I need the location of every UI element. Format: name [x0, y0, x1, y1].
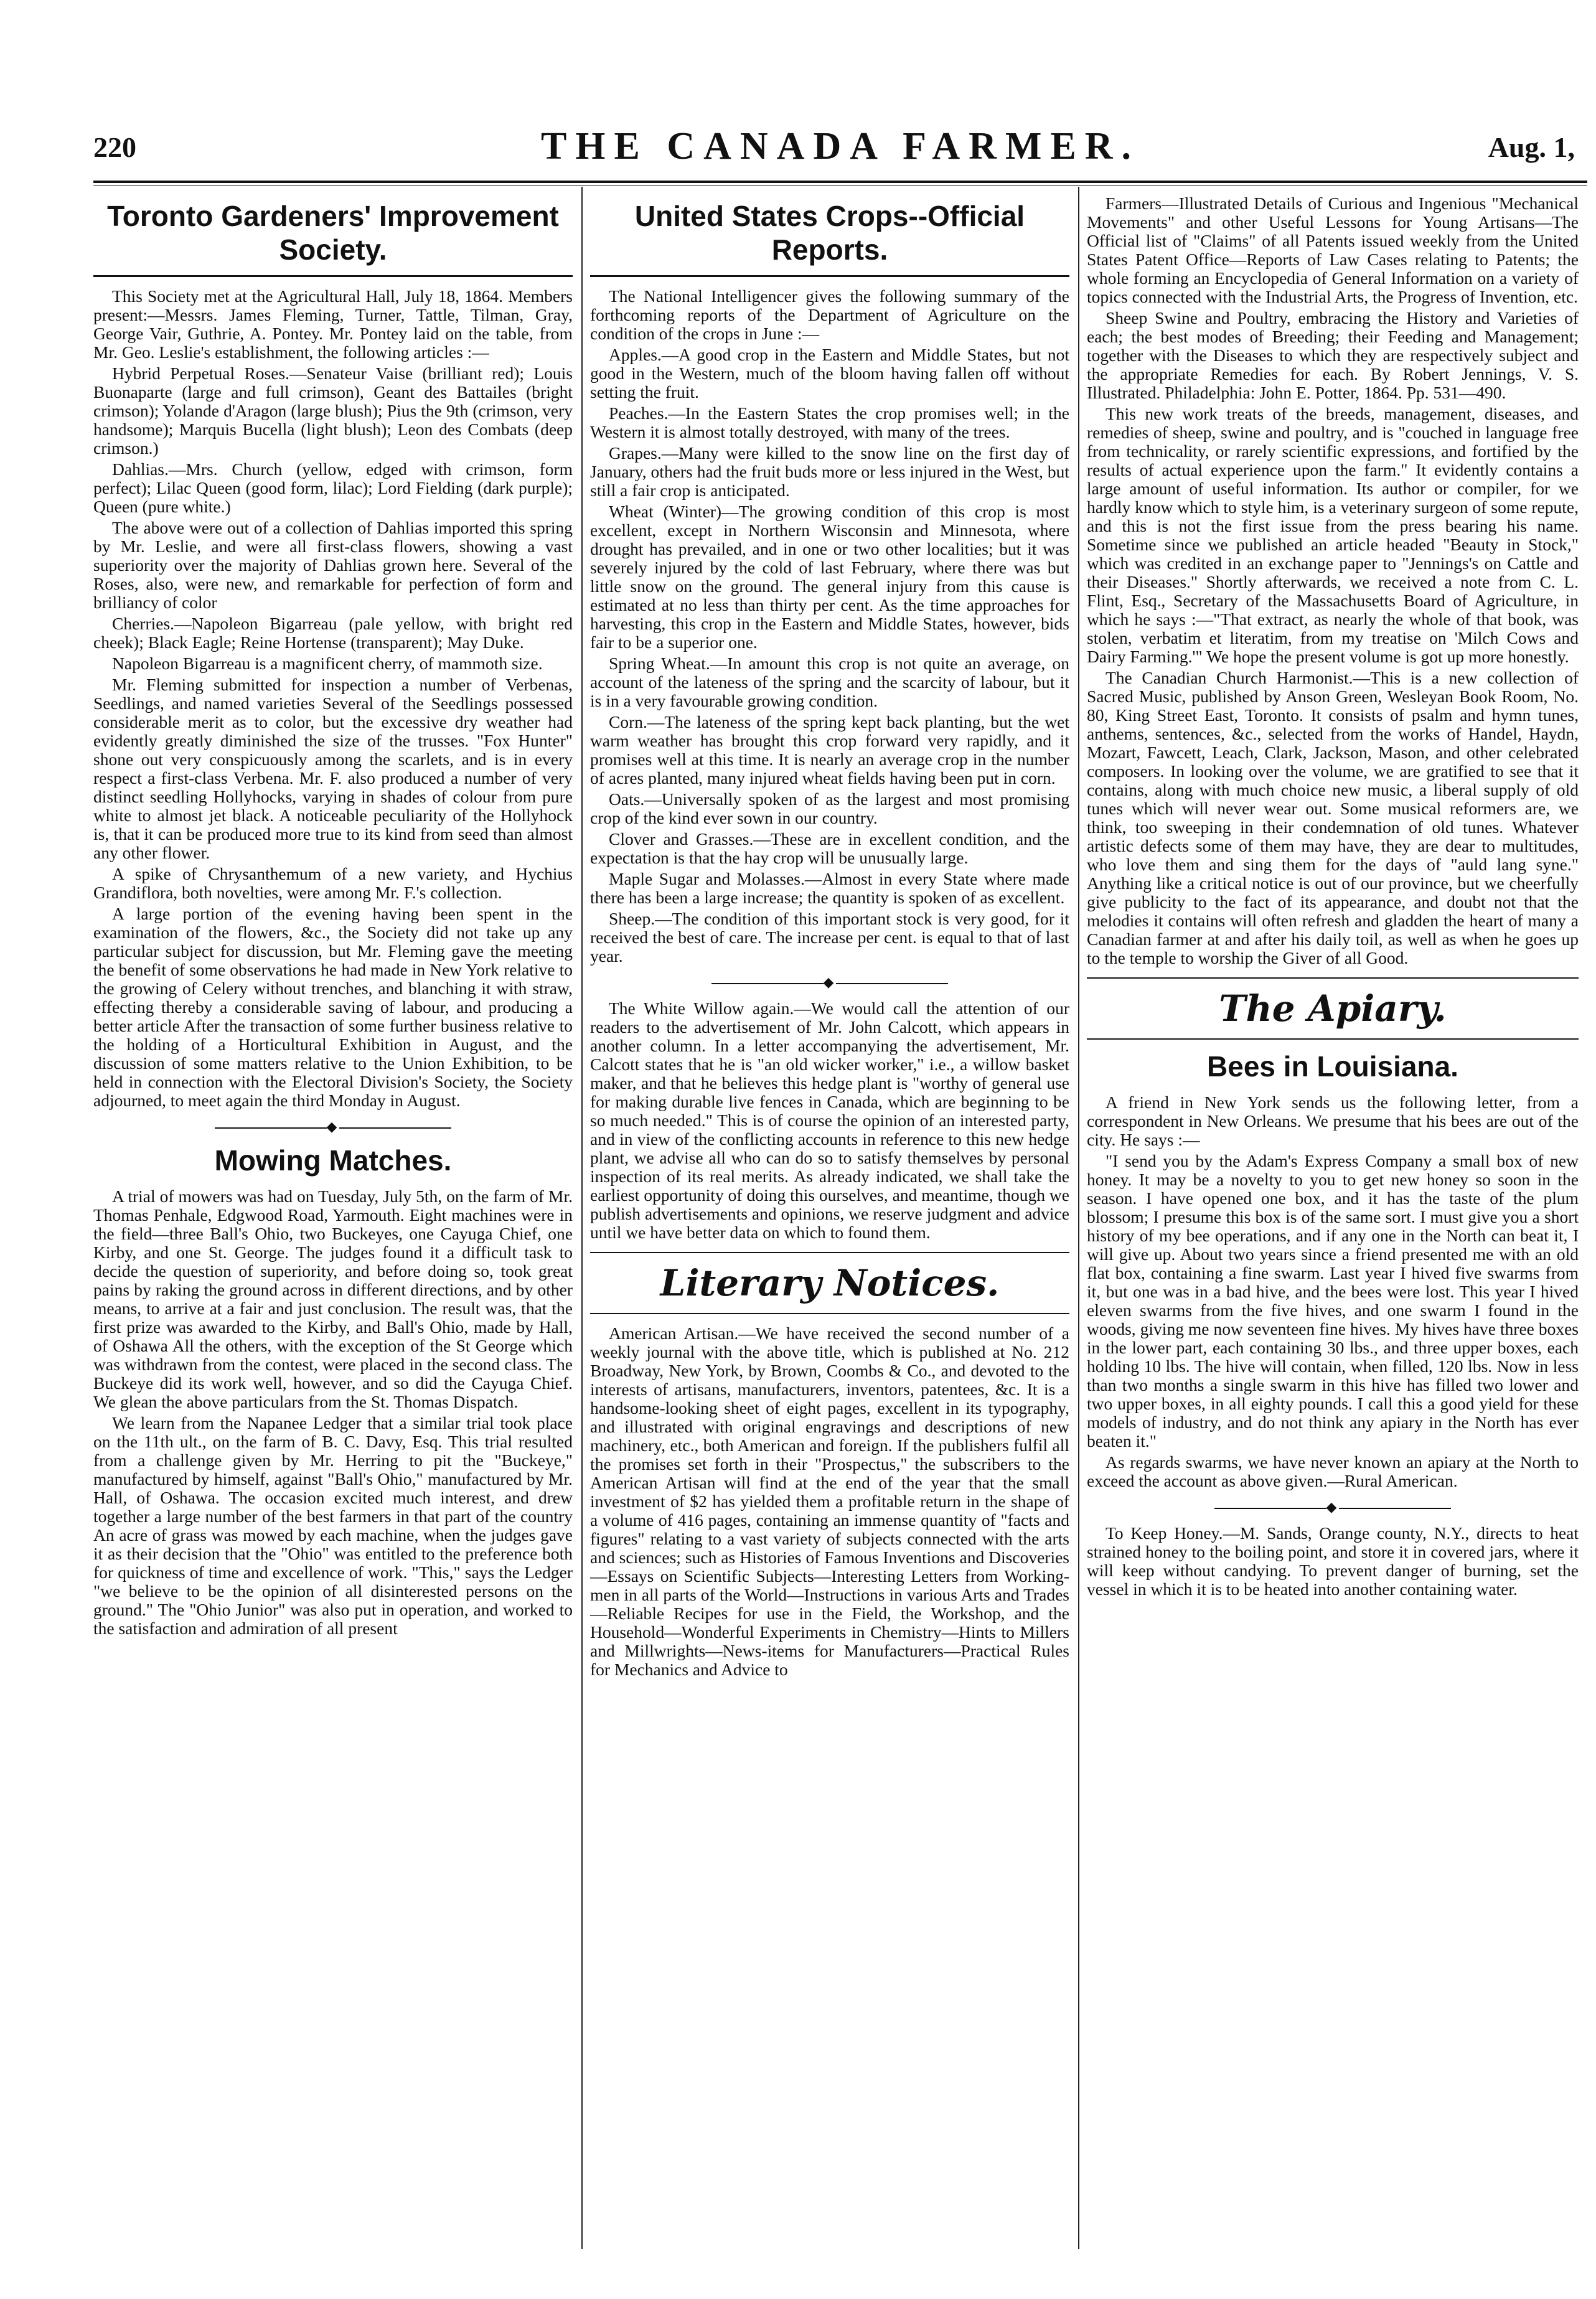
article-paragraph: Peaches.—In the Eastern States the crop promises well; in the Western it is almost totally destroyed, with many of the trees.: [590, 403, 1069, 441]
issue-date: Aug. 1,: [1488, 131, 1575, 163]
article-paragraph: The White Willow again.—We would call the attention of our readers to the advertisement of Mr. John Calcott, which appears in another column. In a letter accompanying the advertisement, Mr. Calcott states that he is "an old wicker worker," i.e., a willow basket maker, and that he believes this hedge plant is "worthy of general use for making durable live fences in Canada, which are beginning to be so much needed." This is of course the opinion of an interested party, and in view of the conflicting accounts in reference to this new hedge plant, we advise all who can do so to satisfy themselves by personal inspection of its real merits. As already indicated, we shall take the earliest opportunity of doing this ourselves, and meantime, though we publish advertisements and opinions, we reserve judgment and advice until we have better data on which to found them.: [590, 999, 1069, 1242]
article-paragraph: A trial of mowers was had on Tuesday, July 5th, on the farm of Mr. Thomas Penhale, Edgwood Road, Yarmouth. Eight machines were in the field—three Ball's Ohio, two Buckeyes, one Cayuga Chief, one Kirby, and one St. George. The judges found it a difficult task to decide the question of superiority, and before doing so, took great pains by raking the ground across in different directions, and by other means, to arrive at a fair and just conclusion. The result was, that the first prize was awarded to the Kirby, and Ball's Ohio, made by Hall, of Oshawa All the others, with the exception of the St George which was withdrawn from the contest, were placed in the second class. The Buckeye did its work well, however, and so did the Cayuga Chief. We glean the above particulars from the St. Thomas Dispatch.: [93, 1187, 573, 1411]
article-paragraph: Apples.—A good crop in the Eastern and Middle States, but not good in the Western, much of the bloom having fallen off without setting the fruit.: [590, 345, 1069, 402]
article-paragraph: The above were out of a collection of Dahlias imported this spring by Mr. Leslie, and were all first-class flowers, showing a vast superiority over the majority of Dahlias grown here. Several of the Roses, also, were new, and remarkable for perfection of form and brilliancy of color: [93, 518, 573, 612]
article-paragraph: "I send you by the Adam's Express Company a small box of new honey. It may be a novelty to you to get new honey so soon in the season. I have opened one box, and it has the taste of the plum blossom; I presume this box is of the same sort. I must give you a short history of my bee operations, and if any one in the North can beat it, I will give up. About two years since a friend presented me with an old flat box, containing a fine swarm. Last year I hived five swarms from it, but one was in a bad hive, and the bees were lost. This year I hived eleven swarms from the five hives, and one swarm I found in the woods, giving me now seventeen fine hives. My hives have three boxes in the lower part, each containing 30 lbs., and three upper boxes, each holding 10 lbs. The hive will contain, when filled, 120 lbs. Now in less than two months a single swarm in this hive has filled two lower and two upper boxes, in all eighty pounds. I call this a good yield for these models of industry, and do not think any apiary in the North has ever beaten it.": [1087, 1151, 1579, 1450]
article-paragraph: Spring Wheat.—In amount this crop is not quite an average, on account of the lateness of the spring and the scarcity of labour, but it is in a very favourable growing condition.: [590, 654, 1069, 710]
article-paragraph: American Artisan.—We have received the second number of a weekly journal with the above title, which is published at No. 212 Broadway, New York, by Brown, Coombs & Co., and devoted to the interests of artisans, manufacturers, inventors, patentees, &c. It is a handsome-looking sheet of eight pages, excellent in its typography, and illustrated with original engravings and descriptions of new machinery, etc., both American and foreign. If the publishers fulfil all the promises set forth in their "Prospectus," the subscribers to the American Artisan will find at the end of the year that the small investment of $2 has yielded them a profitable return in the shape of a volume of 416 pages, containing an immense quantity of "facts and figures" relating to a vast variety of subjects connected with the arts and sciences; such as Histories of Famous Inventions and Discoveries—Essays on Scientific Subjects—Interesting Letters from Working-men in all parts of the World—Instructions in various Arts and Trades—Reliable Recipes for use in the Field, the Workshop, and the Household—Wonderful Experiments in Chemistry—Hints to Millers and Millwrights—News-items for Manufacturers—Practical Rules for Mechanics and Advice to: [590, 1323, 1069, 1679]
column-divider: [1078, 187, 1079, 2249]
newspaper-title: THE CANADA FARMER.: [540, 125, 1140, 167]
column-3: [1087, 194, 1579, 2249]
article-paragraph: As regards swarms, we have never known an apiary at the North to exceed the account as above given.—Rural American.: [1087, 1452, 1579, 1490]
section-heading: The Apiary.: [1087, 977, 1579, 1040]
article-paragraph: Sheep Swine and Poultry, embracing the History and Varieties of each; the best modes of Breeding; their Feeding and Management; together with the Diseases to which they are respectively subject and the appropriate Remedies for each. By Robert Jennings, V. S. Illustrated. Philadelphia: John E. Potter, 1864. Pp. 531—490.: [1087, 308, 1579, 402]
article-paragraph: Farmers—Illustrated Details of Curious and Ingenious "Mechanical Movements" and other Useful Lessons for Young Artisans—The Official list of "Claims" of all Patents issued weekly from the United States Patent Office—Reports of Law Cases relating to Patents; the whole forming an Encyclopedia of General Information on a variety of topics connected with the Industrial Arts, the Progress of Invention, etc.: [1087, 194, 1579, 306]
article-paragraph: Dahlias.—Mrs. Church (yellow, edged with crimson, form perfect); Lilac Queen (good form, lilac); Lord Fielding (dark purple); Queen (pure white.): [93, 459, 573, 516]
article-title: United States Crops--Official Reports.: [590, 199, 1069, 277]
article-paragraph: We learn from the Napanee Ledger that a similar trial took place on the 11th ult., on the farm of B. C. Davy, Esq. This trial resulted from a challenge given by Mr. Herring to pit the "Buckeye," manufactured by himself, against "Ball's Ohio," manufactured by Mr. Hall, of Oshawa. The occasion excited much interest, and drew together a large number of the best farmers in that part of the country An acre of grass was mowed by each machine, when the judges gave it as their decision that the "Ohio" was entitled to the preference both for quickness of time and excellence of work. "This," says the Ledger "we believe to be the opinion of all disinterested persons on the ground." The "Ohio Junior" was also put in operation, and worked to the satisfaction and admiration of all present: [93, 1413, 573, 1638]
column-divider: [581, 187, 583, 2249]
article-paragraph: This Society met at the Agricultural Hall, July 18, 1864. Members present:—Messrs. James Fleming, Turner, Tattle, Tilman, Gray, George Vair, Guthrie, A. Pontey. Mr. Pontey laid on the table, from Mr. Geo. Leslie's establishment, the following articles :—: [93, 286, 573, 362]
section-heading: Literary Notices.: [590, 1252, 1069, 1314]
section-divider: ◆: [1087, 1499, 1579, 1515]
article-paragraph: Maple Sugar and Molasses.—Almost in every State where made there has been a large increase; the quantity is spoken of as excellent.: [590, 869, 1069, 907]
article-paragraph: To Keep Honey.—M. Sands, Orange county, N.Y., directs to heat strained honey to the boiling point, and store it in covered jars, where it will keep without candying. To prevent danger of burning, set the vessel in which it is to be heated into another containing water.: [1087, 1523, 1579, 1599]
section-divider: ◆: [93, 1119, 573, 1135]
article-paragraph: A large portion of the evening having been spent in the examination of the flowers, &c., the Society did not take up any particular subject for discussion, but Mr. Fleming gave the meeting the benefit of some observations he had made in New York relative to the growing of Celery without trenches, and blanching it with straw, effecting thereby a considerable saving of labour, and producing a better article After the transaction of some further business relative to the holding of a Horticultural Exhibition in August, and the discussion of some matters relative to the Union Exhibition, to be held in connection with the Electoral Division's Society, the Society adjourned, to meet again the third Monday in August.: [93, 904, 573, 1110]
article-title: Mowing Matches.: [214, 1144, 452, 1177]
masthead-rule: [93, 181, 1587, 183]
article-paragraph: Grapes.—Many were killed to the snow line on the first day of January, others had the fruit buds more or less injured in the West, but still a fair crop is anticipated.: [590, 443, 1069, 500]
article-paragraph: A friend in New York sends us the following letter, from a correspondent in New Orleans. We presume that his bees are out of the city. He says :—: [1087, 1093, 1579, 1149]
article-title: Bees in Louisiana.: [1207, 1050, 1458, 1083]
article-paragraph: Sheep.—The condition of this important stock is very good, for it received the best of care. The increase per cent. is equal to that of last year.: [590, 909, 1069, 966]
article-paragraph: Wheat (Winter)—The growing condition of this crop is most excellent, except in Northern Wisconsin and Minnesota, where drought has prevailed, and in one or two other localities; but it was severely injured by the cold of last February, where there was but little snow on the ground. The general injury from this cause is estimated at no less than thirty per cent. As the time approaches for harvesting, this crop in the Eastern and Middle States, however, bids fair to be a superior one.: [590, 502, 1069, 652]
article-paragraph: The National Intelligencer gives the following summary of the forthcoming reports of the Department of Agriculture on the condition of the crops in June :—: [590, 286, 1069, 343]
masthead: [93, 125, 1587, 181]
article-paragraph: Oats.—Universally spoken of as the largest and most promising crop of the kind ever sown in our country.: [590, 789, 1069, 827]
article-paragraph: Napoleon Bigarreau is a magnificent cherry, of mammoth size.: [112, 654, 543, 673]
article-paragraph: Corn.—The lateness of the spring kept back planting, but the wet warm weather has brought this crop forward very rapidly, and it promises well at this time. It is nearly an average crop in the number of acres planted, many injured wheat fields having been put in corn.: [590, 712, 1069, 787]
article-title: Toronto Gardeners' Improvement Society.: [93, 199, 573, 277]
article-paragraph: Hybrid Perpetual Roses.—Senateur Vaise (brilliant red); Louis Buonaparte (large and full crimson), Geant des Battailes (bright crimson); Yolande d'Aragon (large blush); Pius the 9th (crimson, very handsome); Marquis Bucella (light blush); Leon des Combats (deep crimson.): [93, 364, 573, 458]
article-paragraph: Mr. Fleming submitted for inspection a number of Verbenas, Seedlings, and named varieties Several of the Seedlings possessed considerable merit as to color, but the excessive dry weather had evidently greatly diminished the size of the trusses. "Fox Hunter" shone out very conspicuously among the scarlets, and is in every respect a first-class Verbena. Mr. F. also produced a number of very distinct seedling Hollyhocks, varying in shades of colour from pure white to almost jet black. A noticeable peculiarity of the Hollyhock is, that it can be produced more true to its kind from seed than almost any other flower.: [93, 675, 573, 862]
section-divider: ◆: [590, 974, 1069, 990]
article-paragraph: The Canadian Church Harmonist.—This is a new collection of Sacred Music, published by Anson Green, Wesleyan Book Room, No. 80, King Street East, Toronto. It consists of psalm and hymn tunes, anthems, sentences, &c., selected from the works of Handel, Haydn, Mozart, Fawcett, Leach, Clark, Jackson, Mason, and other celebrated composers. In looking over the volume, we are gratified to see that it contains, along with much choice new music, a liberal supply of old tunes which will never wear out. Some musical reformers are, we think, too sweeping in their condemnation of old tunes. Whatever artistic defects some of them may have, they are dear to multitudes, who love them and sing them for the days of "auld lang syne." Anything like a critical notice is out of our province, but we cheerfully give publicity to the fact of its appearance, and doubt not that the melodies it contains will often refresh and gladden the heart of many a Canadian farmer at and after his daily toil, as well as when he goes up to the temple to worship the Giver of all Good.: [1087, 668, 1579, 967]
column-1: [93, 194, 573, 2249]
article-paragraph: Cherries.—Napoleon Bigarreau (pale yellow, with bright red cheek); Black Eagle; Reine Hortense (transparent); May Duke.: [93, 614, 573, 652]
column-2: [590, 194, 1069, 2249]
article-paragraph: A spike of Chrysanthemum of a new variety, and Hychius Grandiflora, both novelties, were among Mr. F.'s collection.: [93, 864, 573, 902]
page-number: 220: [93, 131, 136, 163]
article-paragraph: Clover and Grasses.—These are in excellent condition, and the expectation is that the hay crop will be unusually large.: [590, 829, 1069, 867]
article-paragraph: This new work treats of the breeds, management, diseases, and remedies of sheep, swine and poultry, and is "couched in language free from technicality, or rarely scientific expressions, and fortified by the results of actual experience upon the farm." It evidently contains a large amount of useful information. Its author or compiler, for we hardly know which to style him, is a veterinary surgeon of some repute, and this is not the first issue from the press bearing his name. Sometime since we published an article headed "Beauty in Stock," which was credited in an exchange paper to "Jennings's on Cattle and their Diseases." Shortly afterwards, we received a note from C. L. Flint, Esq., Secretary of the Massachusetts Board of Agriculture, in which he says :—"That extract, as nearly the whole of that book, was stolen, verbatim et literatim, from my treatise on 'Milch Cows and Dairy Farming.'" We hope the present volume is got up more honestly.: [1087, 404, 1579, 666]
